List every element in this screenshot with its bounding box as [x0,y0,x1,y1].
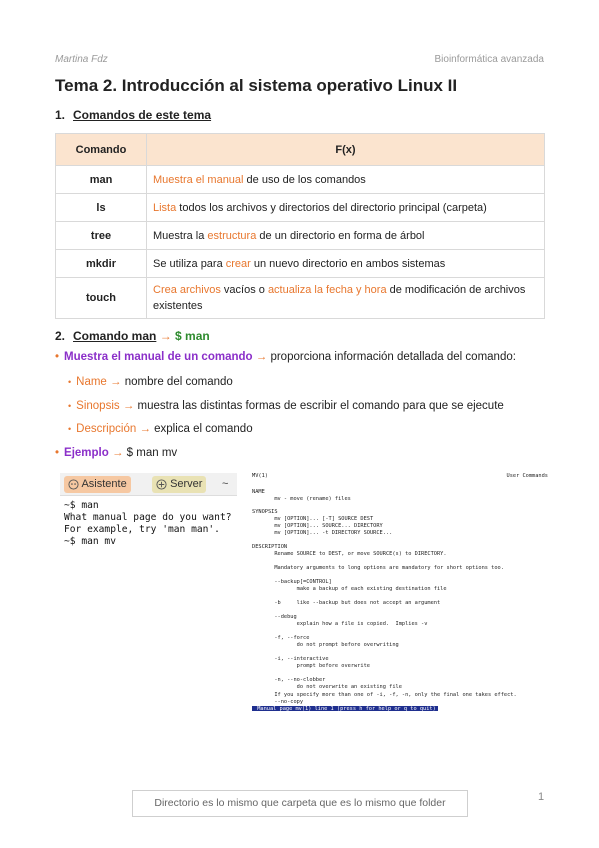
tab-label: Server [170,478,203,490]
table-row [56,194,545,222]
cell-highlight: estructura [207,229,257,242]
bullet-dot-icon: • [68,401,72,411]
cell-text: todos los archivos y directorios del directorio principal (carpeta) [176,201,487,214]
man-line: -f, --force [252,635,310,641]
section-2-number: 2. [55,329,66,343]
arrow-icon: → [159,329,172,343]
man-line: --backup[=CONTROL] [252,579,332,585]
header-course: Bioinformática avanzada [434,54,544,65]
cell-function [147,278,545,319]
subbullet-text: explica el comando [154,423,253,435]
man-title-left: MV(1) [252,473,268,479]
section-1-heading [55,108,211,122]
arrow-icon: → [139,423,151,435]
cell-text-pre: Muestra la [153,229,208,242]
table-row [56,166,545,194]
man-page-view [252,473,548,711]
section-2-label: Comando man [73,329,157,343]
man-line: mv - move (rename) files [252,496,351,502]
cell-highlight: Muestra el manual [153,173,244,186]
tab-home[interactable]: ~ [222,478,229,490]
man-line: DESCRIPTION [252,544,288,550]
terminal-tab-bar [60,473,237,496]
cell-command: ls [56,194,147,222]
bullet-text: $ man mv [126,447,178,459]
page-number: 1 [538,791,545,803]
bullet-text: proporciona información detallada del comando: [270,351,516,363]
assistant-icon [68,479,79,490]
terminal-line: ~$ man [64,500,99,511]
section-1-number: 1. [55,108,66,122]
terminal-output [64,500,232,548]
subbullet-description [68,423,253,435]
man-line: Rename SOURCE to DEST, or move SOURCE(s) to DIRECTORY. [252,551,447,557]
tab-label: Asistente [81,478,127,490]
cell-text-pre: Se utiliza para [153,257,226,270]
cell-function [147,166,545,194]
man-line: NAME [252,489,265,495]
bullet-dot-icon: • [55,351,60,363]
subbullet-name [68,376,233,388]
terminal-line: For example, try 'man man'. [64,524,220,535]
man-line: mv [OPTION]... -t DIRECTORY SOURCE... [252,530,393,536]
section-2-heading [55,329,210,343]
subbullet-highlight: Descripción [76,423,137,435]
table-header-function: F(x) [147,134,545,166]
bullet-dot-icon: • [68,424,72,434]
man-status-bar: Manual page mv(1) line 1 (press h for help or q to quit) [254,706,436,711]
arrow-icon: → [111,447,124,459]
table-row [56,250,545,278]
subbullet-synopsis [68,400,504,412]
terminal-line: What manual page do you want? [64,512,232,523]
cell-text-mid: vacíos o [220,284,268,296]
section-1-label: Comandos de este tema [73,108,212,122]
bullet-dot-icon: • [55,447,60,459]
cell-command: mkdir [56,250,147,278]
subbullet-text: nombre del comando [124,376,233,388]
table-header-row [56,134,545,166]
bullet-example [55,447,177,459]
man-line: mv [OPTION]... SOURCE... DIRECTORY [252,523,383,529]
cell-text: de uso de los comandos [243,173,366,186]
section-2-command: $ man [175,329,210,343]
page-title: Tema 2. Introducción al sistema operativo Linux II [55,76,458,95]
header-author: Martina Fdz [55,54,108,65]
cell-function [147,194,545,222]
man-line: do not overwrite an existing file [252,684,402,690]
server-icon [156,479,167,490]
cell-text: un nuevo directorio en ambos sistemas [250,257,446,270]
tab-asistente[interactable] [64,476,131,493]
man-line: -b like --backup but does not accept an argument [252,600,441,606]
subbullet-text: muestra las distintas formas de escribir el comando para que se ejecute [137,400,504,412]
man-line: prompt before overwrite [252,663,370,669]
footnote: Directorio es lo mismo que carpeta que es lo mismo que folder [132,790,468,817]
cell-text: de un directorio en forma de árbol [256,229,425,242]
man-line: If you specify more than one of -i, -f, -n, only the final one takes effect. [252,692,517,698]
subbullet-highlight: Name [76,376,107,388]
cell-function [147,222,545,250]
table-header-command: Comando [56,134,147,166]
cell-highlight: Lista [153,201,177,214]
man-line: mv [OPTION]... [-T] SOURCE DEST [252,516,374,522]
commands-table [55,133,545,319]
man-line: -i, --interactive [252,656,329,662]
terminal-line: ~$ man mv [64,536,116,547]
cell-highlight-2: actualiza la fecha y hora [267,284,387,296]
table-row [56,278,545,319]
man-line: --no-copy [252,699,304,705]
man-line: --debug [252,614,297,620]
table-row [56,222,545,250]
arrow-icon: → [110,376,122,388]
man-line: make a backup of each existing destination file [252,586,447,592]
cell-text: de modificación de archivos existentes [153,284,526,312]
arrow-icon: → [255,351,268,363]
man-title-right: User Commands [506,473,548,479]
arrow-icon: → [122,400,135,412]
bullet-manual [55,351,516,363]
bullet-dot-icon: • [68,377,72,387]
subbullet-highlight: Sinopsis [76,400,120,412]
man-line: SYNOPSIS [252,509,278,515]
bullet-highlight: Ejemplo [64,447,109,459]
man-line: -n, --no-clobber [252,677,326,683]
cell-command: man [56,166,147,194]
cell-command: tree [56,222,147,250]
cell-highlight: crear [225,257,251,270]
tab-server[interactable] [152,476,206,493]
cell-command: touch [56,278,147,319]
cell-highlight: Crea archivos [153,284,221,296]
cell-function [147,250,545,278]
man-line: explain how a file is copied. Implies -v [252,621,428,627]
man-line: do not prompt before overwriting [252,642,399,648]
bullet-highlight: Muestra el manual de un comando [64,351,253,363]
man-line: Mandatory arguments to long options are mandatory for short options too. [252,565,504,571]
